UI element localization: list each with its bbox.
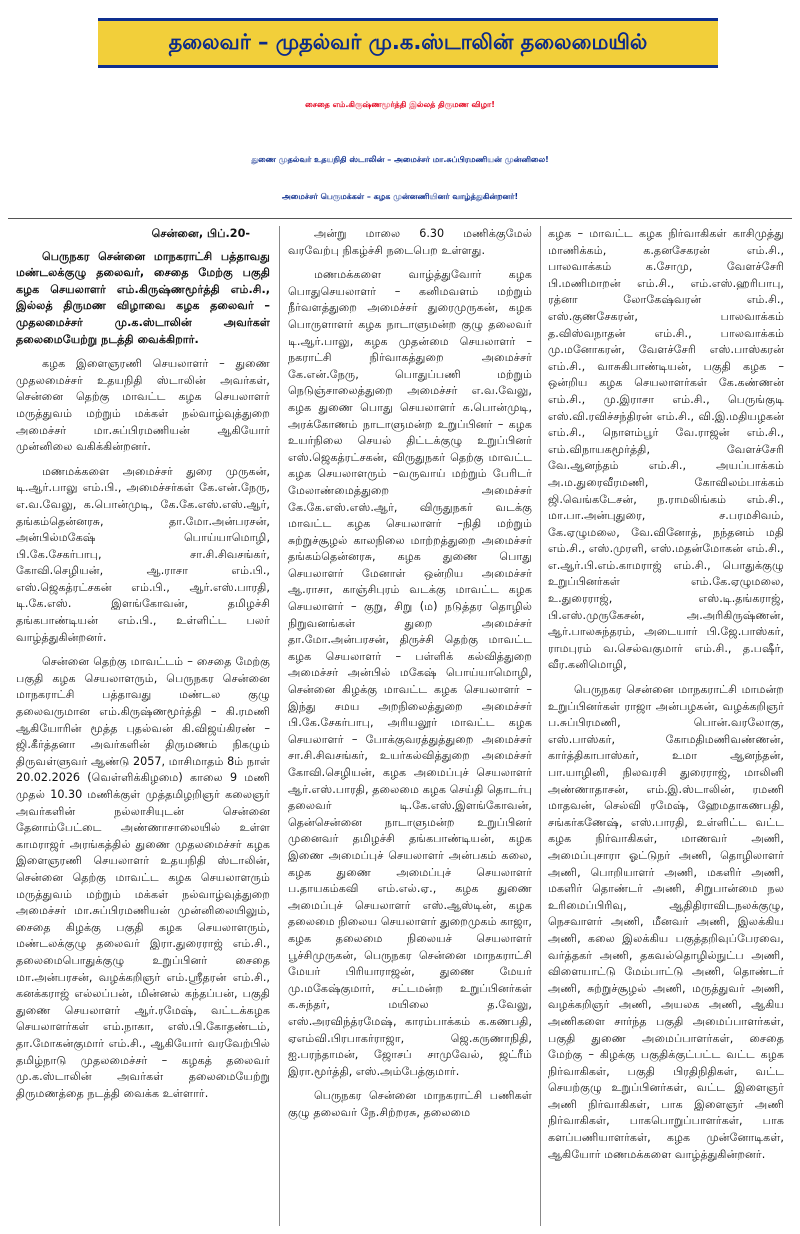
paragraph: பெருநகர சென்னை மாநகராட்சி மாமன்ற உறுப்பினர்கள் ராஜா அன்பழகன், வழக்கறிஞர் ப.சுப்பிரமணி, பொன்.வரலோகு, எஸ்.பாஸ்கர், கோமதிமணிவண்ணன், கார்த்திகாபாஸ்கர், உமா ஆனந்தன், பா.யாழினி, நிலவரசி துரைராஜ், மாலினி அண்ணாதாசன், எம்.இ.ஸ்டாலின், ரமணி மாதவன், செல்வி ரமேஷ், ஹேமதாகணபதி, சங்கர்கணேஷ், எஸ்.பாரதி, உள்ளிட்ட வட்ட கழக நிர்வாகிகள், மாணவர் அணி, அமைப்புசாரா ஓட்டுநர் அணி, தொழிலாளர் அணி, பொறியாளர் அணி, மகளிர் அணி, மகளிர் தொண்டர் அணி, சிறுபான்மை நல உரிமைப்பிரிவு, ஆதிதிராவிடநலக்குழு, நெசவாளர் அணி, மீனவர் அணி, இலக்கிய அணி, கலை இலக்கிய பகுத்தறிவுப்பேரவை, வர்த்தகர் அணி, தகவல்தொழில்நுட்ப அணி, விளையாட்டு மேம்பாட்டு அணி, தொண்டர் அணி, சுற்றுச்சூழல் அணி, மருத்துவர் அணி, வழக்கறிஞர் அணி, அயலக அணி, ஆகிய அணிகளை சார்ந்த பகுதி அமைப்பாளர்கள், பகுதி துணை அமைப்பாளர்கள், சைதை மேற்கு – கிழக்கு பகுதிக்குட்பட்ட வட்ட கழக நிர்வாகிகள், பகுதி பிரதிநிதிகள், வட்ட செயற்குழு உறுப்பினர்கள், வட்ட இளைஞர் அணி நிர்வாகிகள், பாக இளைஞர் அணி நிர்வாகிகள், பாகபொறுப்பாளர்கள், பாக களப்பணியாளர்கள், கழக முன்னோடிகள், ஆகியோர் மணமக்களை வாழ்த்துகின்றனர். <box>548 683 784 1161</box>
paragraph: கழக – மாவட்ட கழக நிர்வாகிகள் காசிமுத்து மாணிக்கம், க.தனசேகரன் எம்.சி., பாலவாக்கம் க.சோமு, வேளச்சேரி பி.மணிமாறன் எம்.சி., எம்.எஸ்.ஹரிபாபு, ரத்னா லோகேஷ்வரன் எம்.சி., எஸ்.குணசேகரன், பாலவாக்கம் த.விஸ்வநாதன் எம்.சி., பாலவாக்கம் மு.மனோகரன், வேளச்சேரி எஸ்.பாஸ்கரன் எம்.சி., வாசுகிபாண்டியன், பகுதி கழக – ஒன்றிய கழக செயலாளர்கள் கே.கண்ணன் எம்.சி., மு.இராசா எம்.சி., பெருங்குடி எஸ்.வி.ரவிச்சந்திரன் எம்.சி., வி.இ.மதியழகன் எம்.சி., நொளம்பூர் வே.ராஜன் எம்.சி., எம்.விநாயகமூர்த்தி, வேளச்சேரி வே.ஆனந்தம் எம்.சி., அயப்பாக்கம் அ.ம.துரைவீரமணி, கோவிலம்பாக்கம் ஜி.வெங்கடேசன், ந.ராமலிங்கம் எம்.சி., மா.பா.அன்புதுரை, ச.பரமசிவம், கே.ஏழுமலை, வே.வினோத், நந்தனம் மதி எம்.சி., எஸ்.முரளி, எஸ்.மதன்மோகன் எம்.சி., எ.ஆர்.பி.எம்.காமராஜ் எம்.சி., பொதுக்குழு உறுப்பினர்கள் எம்.கே.ஏழுமலை, உ.துரைராஜ், எஸ்.டி.தங்கராஜ், பி.எஸ்.முருகேசன், அ.அரிகிருஷ்ணன், ஆர்.பாலசுந்தரம், அடையார் பி.ஜே.பாஸ்கர், ராமபுரம் வ.செல்வகுமார் எம்.சி., த.பஷீர், வீர.கனிமொழி, <box>548 227 784 672</box>
paragraph: மணமக்களை வாழ்த்துவோர் கழக பொதுசெயலாளர் – கனிமவளம் மற்றும் நீர்வளத்துறை அமைச்சர் துரைமுருகன், கழக பொருளாளர் கழக நாடாளுமன்ற குழு தலைவர் டி.ஆர்.பாலு, கழக முதன்மை செயலாளர் – நகராட்சி நிர்வாகத்துறை அமைச்சர் கே.என்.நேரு, பொதுப்பணி மற்றும் நெடுஞ்சாலைத்துறை அமைச்சர் எ.வ.வேலு, கழக துணை பொது செயலாளர் க.பொன்முடி, அரக்கோணம் நாடாளுமன்ற உறுப்பினர் – கழக உயர்நிலை செயல் திட்டக்குழு உறுப்பினர் எஸ்.ஜெகத்ரட்சகன், விருதுநகர் தெற்கு மாவட்ட கழக செயலாளரும் –வருவாய் மற்றும் பேரிடர் மேலாண்மைத்துறை அமைச்சர் கே.கே.எஸ்.எஸ்.ஆர், விருதுநகர் வடக்கு மாவட்ட கழக செயலாளர் –நிதி மற்றும் சுற்றுச்சூழல் காலநிலை மாற்றத்துறை அமைச்சர் தங்கம்தென்னரசு, கழக துணை பொது செயலாளர் மேனாள் ஒன்றிய அமைச்சர் ஆ.ராசா, காஞ்சிபுரம் வடக்கு மாவட்ட கழக செயலாளர் – குறு, சிறு (ம) நடுத்தர தொழில் நிறுவனங்கள் துறை அமைச்சர் தா.மோ.அன்பரசன், திருச்சி தெற்கு மாவட்ட கழக செயலாளர் – பள்ளிக் கல்வித்துறை அமைச்சர் அன்பில் மகேஷ் பொய்யாமொழி, சென்னை கிழக்கு மாவட்ட கழக செயலாளர் – இந்து சமய அறநிலைத்துறை அமைச்சர் பி.கே.சேகர்பாபு, அரியலூர் மாவட்ட கழக செயலாளர் – போக்குவரத்துத்துறை அமைச்சர் சா.சி.சிவசங்கர், உயர்கல்வித்துறை அமைச்சர் கோவி.செழியன், கழக அமைப்புச் செயலாளர் ஆர்.எஸ்.பாரதி, தலைமை கழக செய்தி தொடர்பு தலைவர் டி.கே.எஸ்.இளங்கோவன், தென்சென்னை நாடாளுமன்ற உறுப்பினர் முனைவர் தமிழச்சி தங்கபாண்டியன், கழக இணை அமைப்புச் செயலாளர் அன்பகம் கலை, கழக துணை அமைப்புச் செயலாளர் ப.தாயகம்கவி எம்.எல்.ஏ., கழக துணை அமைப்புச் செயலாளர் எஸ்.ஆஸ்டின், கழக தலைமை நிலைய செயலாளர் துறைமுகம் காஜா, கழக தலைமை நிலையச் செயலாளர் பூச்சிமுருகன், பெருநகர சென்னை மாநகராட்சி மேயர் பிரியாராஜன், துணை மேயர் மு.மகேஷ்குமார், சட்டமன்ற உறுப்பினர்கள் க.சுந்தர், மயிலை த.வேலு, எஸ்.அரவிந்த்ரமேஷ், காரம்பாக்கம் க.கணபதி, ஏஎம்வி.பிரபாகர்ராஜா, ஜெ.கருணாநிதி, ஐ.பரந்தாமன், ஜோசப் சாமுவேல், ஜட்ரீம் இரா.மூர்த்தி, எஸ்.அம்பேத்குமார். <box>288 268 532 1078</box>
main-headline: சைதை எம்.கிருஷ்ணமூர்த்தி இல்லத் திருமண விழா! <box>305 100 495 109</box>
paragraph: மணமக்களை அமைச்சர் துரை முருகன், டி.ஆர்.பாலு எம்.பி., அமைச்சர்கள் கே.என்.நேரு, எ.வ.வேலு, க.பொன்முடி, கே.கே.எஸ்.எஸ்.ஆர், தங்கம்தென்னரசு, தா.மோ.அன்பரசன், அன்பில்மகேஷ் பொய்யாமொழி, பி.கே.சேகர்பாபு, சா.சி.சிவசங்கர், கோவி.செழியன், ஆ.ராசா எம்.பி., எஸ்.ஜெகத்ரட்சகன் எம்.பி., ஆர்.எஸ்.பாரதி, டி.கே.எஸ். இளங்கோவன், தமிழச்சி தங்கபாண்டியன் எம்.பி., உள்ளிட்ட பலர் வாழ்த்துகின்றனர். <box>16 464 270 644</box>
article-column-2 <box>288 226 532 1226</box>
kicker-banner <box>98 18 718 68</box>
paragraph: கழக இளைஞரணி செயலாளர் – துணை முதலமைச்சர் உதயநிதி ஸ்டாலின் அவர்கள், சென்னை தெற்கு மாவட்ட கழக செயலாளர் மருத்துவம் மற்றும் மக்கள் நல்வாழ்வுத்துறை அமைச்சர் மா.சுப்பிரமணியன் ஆகியோர் முன்னிலை வகிக்கின்றனர். <box>16 357 270 454</box>
paragraph: சென்னை தெற்கு மாவட்டம் – சைதை மேற்கு பகுதி கழக செயலாளரும், பெருநகர சென்னை மாநகராட்சி பத்தாவது மண்டல குழு தலைவருமான எம்.கிருஷ்ணமூர்த்தி – கி.ரமணி ஆகியோரின் மூத்த புதல்வன் கி.விஜய்கிரண் – ஜி.கீர்த்தனா அவர்களின் திருமணம் நிகழும் திருவள்ளுவர் ஆண்டு 2057, மாசிமாதம் 8ம் நாள் 20.02.2026 (வெள்ளிக்கிழமை) காலை 9 மணி முதல் 10.30 மணிக்குள் முத்தமிழறிஞர் கலைஞர் அவர்களின் நல்லாசியுடன் சென்னை தேனாம்பேட்டை அண்ணாசாலையில் உள்ள காமராஜர் அரங்கத்தில் துணை முதலமைச்சர் கழக இளைஞரணி செயலாளர் உதயநிதி ஸ்டாலின், சென்னை தெற்கு மாவட்ட கழக செயலாளரும் மருத்துவம் மற்றும் மக்கள் நல்வாழ்வுத்துறை அமைச்சர் மா.சுப்பிரமணியன் முன்னிலையிலும், சைதை கிழக்கு பகுதி கழக செயலாளரும், மண்டலக்குழு தலைவர் இரா.துரைராஜ் எம்.சி., தலைமைபொதுக்குழு உறுப்பினர் சைதை மா.அன்பரசன், வழக்கறிஞர் எம்.ஸ்ரீதரன் எம்.சி., கனக்கராஜ் எல்லப்பன், மின்னல் கந்தப்பன், பகுதி துணை செயலாளர் ஆர்.ரமேஷ், வட்டக்கழக செயலாளர்கள் எம்.நாகா, எஸ்.பி.கோதண்டம், தா.மோகன்குமார் எம்.சி., ஆகியோர் வரவேற்பில் தமிழ்நாடு முதலமைச்சர் – கழகத் தலைவர் மு.க.ஸ்டாலின் அவர்கள் தலைமையேற்று திருமணத்தை நடத்தி வைக்க உள்ளார். <box>16 655 270 1100</box>
paragraph: அன்று மாலை 6.30 மணிக்குமேல் வரவேற்பு நிகழ்ச்சி நடைபெற உள்ளது. <box>288 227 532 257</box>
kicker-text: தலைவர் – முதல்வர் மு.க.ஸ்டாலின் தலைமையில் <box>168 29 648 54</box>
subheadline-1: துணை முதல்வர் உதயநிதி ஸ்டாலின் – அமைச்சர் மா.சுப்பிரமணியன் முன்னிலை! <box>251 155 549 164</box>
article-column-1 <box>16 226 270 1226</box>
column-divider <box>279 226 280 1226</box>
header-rule <box>8 218 792 219</box>
column-divider <box>540 226 541 1226</box>
article-column-3 <box>548 226 784 1226</box>
lead-paragraph: பெருநகர சென்னை மாநகராட்சி பத்தாவது மண்டலக்குழு தலைவர், சைதை மேற்கு பகுதி கழக செயலாளர் எம்.கிருஷ்ணமூர்த்தி எம்.சி., இல்லத் திருமண விழாவை கழக தலைவர் – முதலமைச்சர் மு.க.ஸ்டாலின் அவர்கள் தலைமையேற்று நடத்தி வைக்கிறார். <box>16 249 270 346</box>
subheadline-2: அமைச்சர் பெருமக்கள் – கழக முன்னணியினர் வாழ்த்துகின்றனர்! <box>281 192 519 201</box>
dateline: சென்னை, பிப்.20- <box>151 227 250 240</box>
paragraph: பெருநகர சென்னை மாநகராட்சி பணிகள் குழு தலைவர் நே.சிற்றரசு, தலைமை <box>288 1089 532 1119</box>
